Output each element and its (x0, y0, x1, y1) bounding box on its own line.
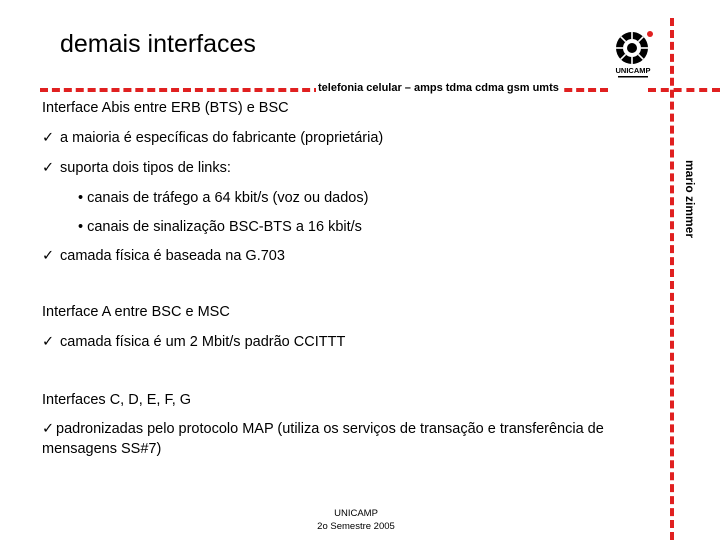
section-heading-cdefg: Interfaces C, D, E, F, G (42, 392, 192, 408)
list-item (42, 160, 231, 176)
footer-institution: UNICAMP (334, 508, 378, 519)
check-icon: ✓ (42, 421, 55, 437)
unicamp-logo (612, 28, 658, 82)
bullet-icon: • (78, 190, 84, 206)
sub-list-item (78, 219, 362, 235)
list-item-text: camada física é um 2 Mbit/s padrão CCITTT (60, 334, 346, 350)
list-item-text: camada física é baseada na G.703 (60, 248, 285, 264)
slide-subtitle: telefonia celular – amps tdma cdma gsm umts (318, 82, 559, 94)
section-heading-abis: Interface Abis entre ERB (BTS) e BSC (42, 100, 289, 116)
list-item (42, 334, 345, 350)
check-icon: ✓ (42, 334, 55, 350)
section-heading-a: Interface A entre BSC e MSC (42, 304, 230, 320)
author-name: mario zimmer (683, 160, 697, 239)
check-icon: ✓ (42, 160, 55, 176)
list-item (42, 248, 285, 264)
slide-title: demais interfaces (60, 30, 256, 58)
footer (300, 507, 412, 533)
header-divider-right (648, 88, 720, 92)
sub-list-item-text: canais de sinalização BSC-BTS a 16 kbit/s (87, 219, 362, 235)
list-item (42, 130, 383, 146)
bullet-icon: • (78, 219, 84, 235)
list-item-text: suporta dois tipos de links: (60, 160, 231, 176)
list-item-text: a maioria é específicas do fabricante (proprietária) (60, 130, 384, 146)
logo-text: UNICAMP (615, 66, 651, 75)
sub-list-item (78, 190, 368, 206)
footer-semester: 2o Semestre 2005 (317, 521, 395, 532)
vertical-divider (670, 18, 674, 540)
check-icon: ✓ (42, 248, 55, 264)
list-item (42, 419, 652, 459)
check-icon: ✓ (42, 130, 55, 146)
sub-list-item-text: canais de tráfego a 64 kbit/s (voz ou dados) (87, 190, 369, 206)
list-item-text: padronizadas pelo protocolo MAP (utiliza os serviços de transação e transferência de mensagens SS#7) (42, 421, 604, 457)
